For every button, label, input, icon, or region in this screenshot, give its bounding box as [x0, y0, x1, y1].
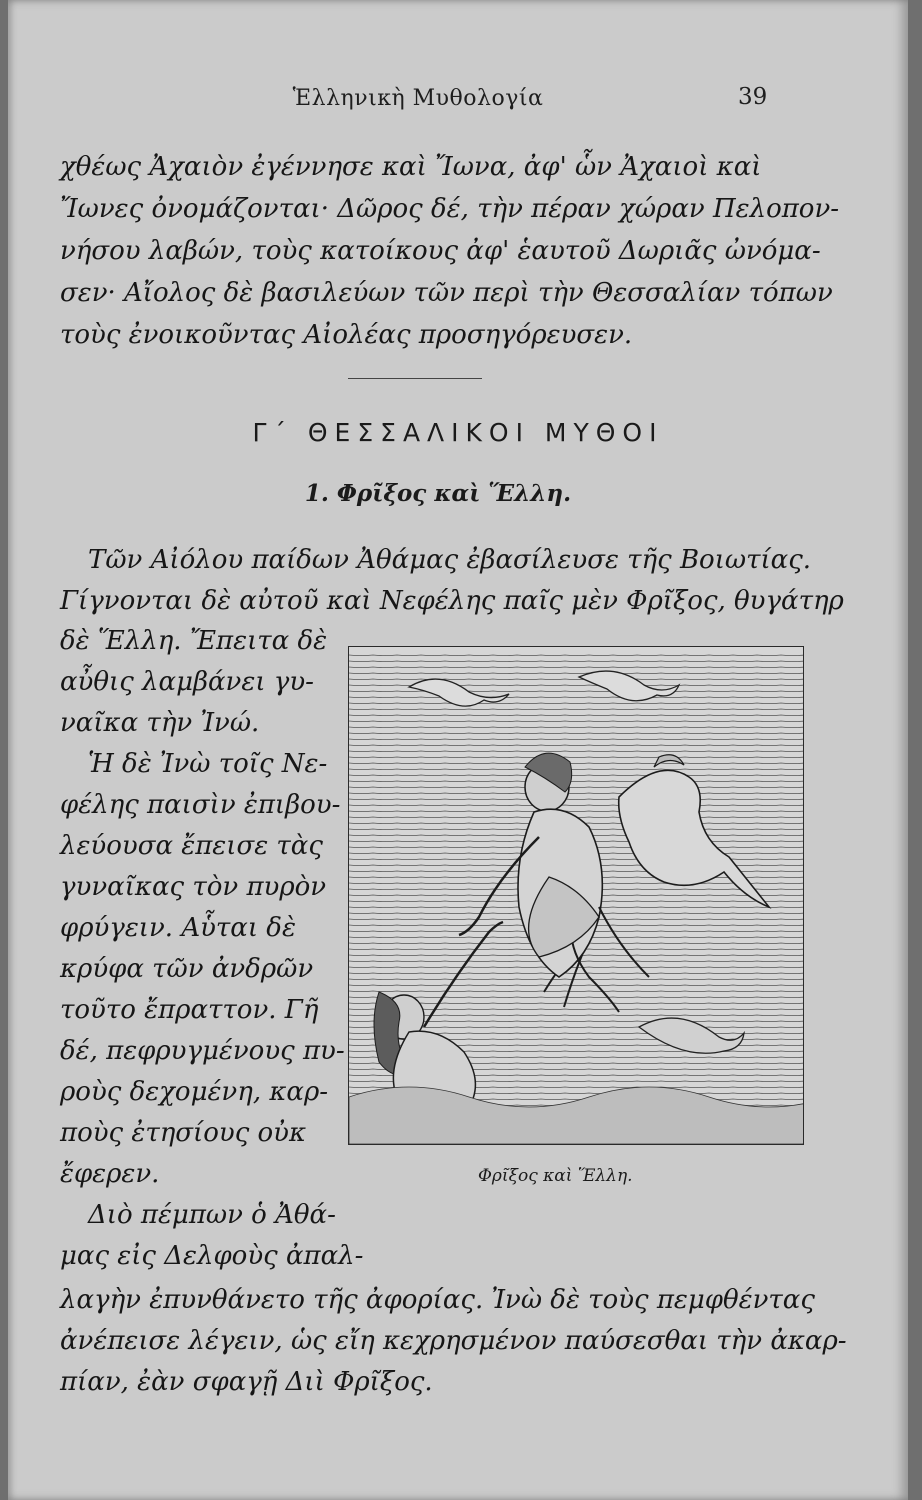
- text-line: λαγὴν ἐπυνθάνετο τῆς ἀφορίας. Ἰνὼ δὲ τοὺς πεμφθέντας: [60, 1285, 815, 1315]
- dolphin-left: [409, 679, 509, 706]
- text-line: σεν· Αἴολος δὲ βασιλεύων τῶν περὶ τὴν Θεσσαλίαν τόπων: [60, 278, 833, 308]
- text-line: ἔφερεν.: [60, 1159, 160, 1189]
- text-line: Ἡ δὲ Ἰνὼ τοῖς Νε-: [88, 749, 328, 779]
- text-line: γυναῖκας τὸν πυρὸν: [60, 872, 327, 902]
- text-line: δὲ Ἕλλη. Ἔπειτα δὲ: [60, 626, 328, 656]
- text-line: αὖθις λαμβάνει γυ-: [60, 667, 314, 697]
- page-number: 39: [738, 84, 768, 110]
- text-line: μας εἰς Δελφοὺς ἀπαλ-: [60, 1241, 364, 1271]
- book-page: [8, 0, 908, 1500]
- figure-caption: Φρῖξος καὶ Ἕλλη.: [478, 1166, 633, 1186]
- dolphin-right: [579, 671, 679, 701]
- text-line: Διὸ πέμπων ὁ Ἀθά-: [88, 1200, 336, 1230]
- text-line: νήσου λαβών, τοὺς κατοίκους ἀφ' ἑαυτοῦ Δωριᾶς ὠνόμα-: [60, 236, 821, 266]
- section-heading: Γ΄ ΘΕΣΣΑΛΙΚΟΙ ΜΥΘΟΙ: [252, 418, 664, 447]
- text-line: κρύφα τῶν ἀνδρῶν: [60, 954, 314, 984]
- engraving-illustration: [348, 646, 804, 1145]
- sub-heading: 1. Φρῖξος καὶ Ἕλλη.: [304, 480, 572, 507]
- running-title: Ἑλληνικὴ Μυθολογία: [292, 86, 544, 111]
- text-line: φρύγειν. Αὗται δὲ: [60, 913, 296, 943]
- text-line: λεύουσα ἔπεισε τὰς: [60, 831, 323, 861]
- golden-ram: [619, 770, 769, 907]
- text-line: ποὺς ἐτησίους οὐκ: [60, 1118, 307, 1148]
- text-line: χθέως Ἀχαιὸν ἐγέννησε καὶ Ἴωνα, ἀφ' ὧν Ἀχαιοὶ καὶ: [60, 152, 762, 182]
- text-line: τοῦτο ἔπραττον. Γῆ: [60, 995, 319, 1025]
- text-line: πίαν, ἐὰν σφαγῇ Διὶ Φρῖξος.: [60, 1367, 433, 1397]
- text-line: δέ, πεφρυγμένους πυ-: [60, 1036, 345, 1066]
- text-line: ἀνέπεισε λέγειν, ὡς εἴη κεχρησμένον παύσεσθαι τὴν ἀκαρ-: [60, 1326, 847, 1356]
- text-line: ναῖκα τὴν Ἰνώ.: [60, 708, 260, 738]
- dolphin-bottom: [639, 1018, 744, 1053]
- text-line: ροὺς δεχομένη, καρ-: [60, 1077, 329, 1107]
- section-divider: [348, 378, 482, 379]
- text-line: Ἴωνες ὀνομάζονται· Δῶρος δέ, τὴν πέραν χώραν Πελοπον-: [60, 194, 840, 224]
- text-line: Τῶν Αἰόλου παίδων Ἀθάμας ἐβασίλευσε τῆς Βοιωτίας.: [88, 545, 812, 575]
- text-line: Γίγνονται δὲ αὐτοῦ καὶ Νεφέλης παῖς μὲν Φρῖξος, θυγάτηρ: [60, 586, 844, 616]
- text-line: φέλης παισὶν ἐπιβου-: [60, 790, 341, 820]
- text-line: τοὺς ἐνοικοῦντας Αἰολέας προσηγόρευσεν.: [60, 320, 633, 350]
- illustration-drawing: [349, 647, 803, 1144]
